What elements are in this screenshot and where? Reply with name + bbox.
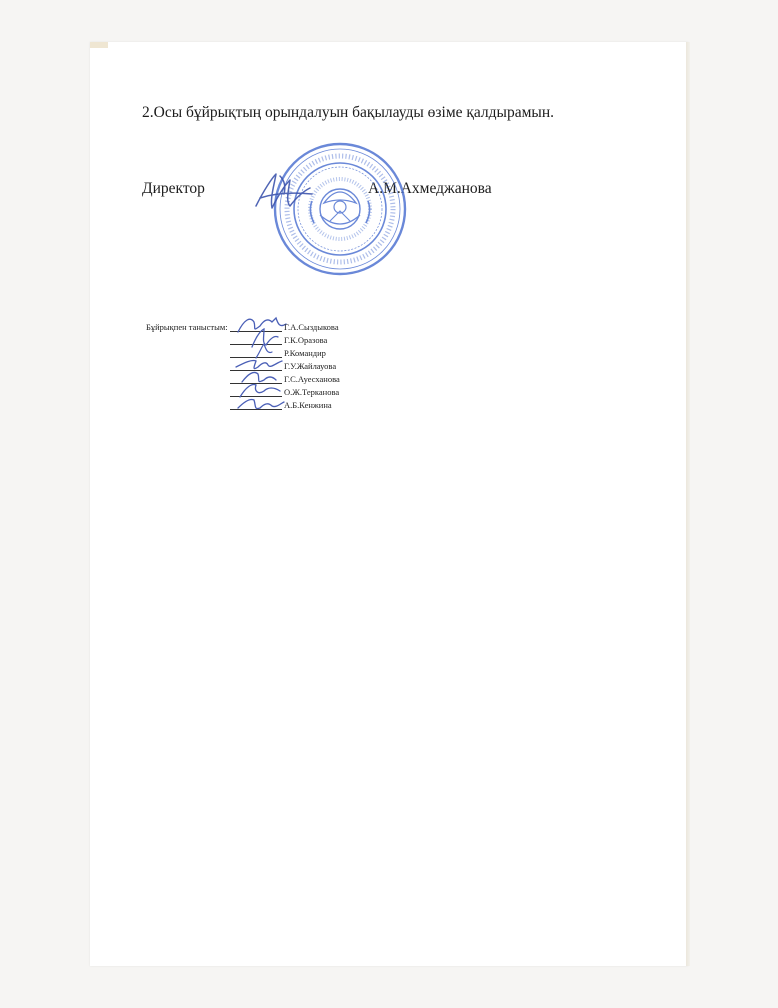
acknowledger-name: О.Ж.Терканова [284,387,340,397]
acknowledgement-label: Бұйрықпен таныстым: [146,322,228,332]
page-corner [90,42,108,48]
director-name: А.М.Ахмеджанова [368,180,492,197]
list-item [230,398,370,411]
director-label: Директор [142,180,205,197]
signature-icon [234,392,290,414]
acknowledgement-list [230,320,370,411]
control-paragraph: 2.Осы бұйрықтың орындалуын бақылауды өзіме қалдырамын. [142,104,554,121]
acknowledger-name: Г.К.Оразова [284,335,328,345]
acknowledger-name: Г.С.Ауесханова [284,374,340,384]
director-signature-icon [250,168,320,220]
acknowledger-name: Г.А.Сыздыкова [284,322,339,332]
acknowledger-name: А.Б.Кенжина [284,400,332,410]
acknowledger-name: Р.Командир [284,348,326,358]
page-edge [686,42,690,966]
acknowledger-name: Г.У.Жайлауова [284,361,337,371]
